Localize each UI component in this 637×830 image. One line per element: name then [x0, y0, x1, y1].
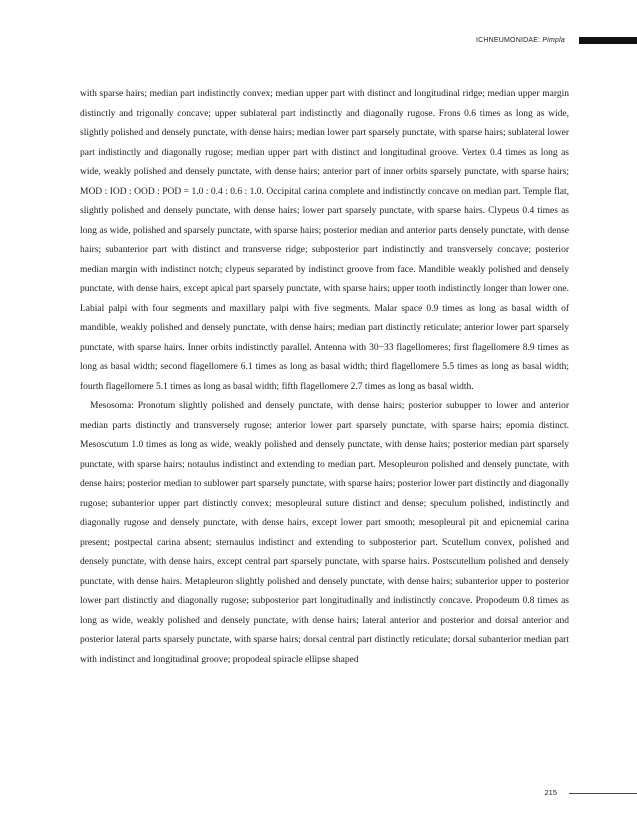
running-head-family: ICHNEUMONIDAE:: [475, 37, 541, 44]
page-footer: [0, 788, 637, 800]
footer-rule: [569, 793, 637, 794]
paragraph-mesosoma: Mesosoma: Pronotum slightly polished and densely punctate, with dense hairs; posterior subupper to lower and anterior median parts distinctly and transversely rugose; anterior lower part sparsely punctate, with sparse hairs; epomia distinct. Mesoscutum 1.0 times as long as wide, weakly polished and densely punctate, with dense hairs; posterior median part sparsely punctate, with sparse hairs; notaulus indistinct and extending to median part. Mesopleuron polished and densely punctate, with dense hairs; posterior median to sublower part sparsely punctate, with sparse hairs; posterior lower part distinctly and diagonally rugose; subanterior upper part distinctly convex; mesopleural suture distinct and dense; speculum polished, indistinctly and diagonally rugose and densely punctate, with dense hairs, except lower part smooth; mesopleural pit and epicnemial carina present; postpectal carina absent; sternaulus indistinct and extending to subposterior part. Scutellum convex, polished and densely punctate, with dense hairs, except central part sparsely punctate, with sparse hairs. Postscutellum polished and densely punctate, with dense hairs. Metapleuron slightly polished and densely punctate, with dense hairs; subanterior upper to posterior lower part distinctly and diagonally rugose; subposterior part longitudinally and indistinctly concave. Propodeum 0.8 times as long as wide, weakly polished and densely punctate, with dense hairs; lateral anterior and posterior and dorsal anterior and posterior lateral parts sparsely punctate, with sparse hairs; dorsal central part distinctly reticulate; dorsal subanterior median part with indistinct and longitudinal groove; propodeal spiracle ellipse shaped: [80, 401, 569, 665]
body-text: [80, 85, 569, 670]
paragraph-head-description: with sparse hairs; median part indistinctly convex; median upper part with distinct and longitudinal ridge; median upper margin distinctly and trigonally concave; upper sublateral part indistinctly and diagonally rugose. Frons 0.6 times as long as wide, slightly polished and densely punctate, with dense hairs; median lower part sparsely punctate, with sparse hairs; sublateral lower part indistinctly and diagonally rugose; median upper part with distinct and longitudinal groove. Vertex 0.4 times as long as wide, weakly polished and densely punctate, with dense hairs; anterior part of inner orbits sparsely punctate, with sparse hairs; MOD : IOD : OOD : POD = 1.0 : 0.4 : 0.6 : 1.0. Occipital carina complete and indistinctly concave on median part. Temple flat, slightly polished and densely punctate, with dense hairs; lower part sparsely punctate, with sparse hairs. Clypeus 0.4 times as long as wide, polished and sparsely punctate, with sparse hairs; posterior median and anterior parts densely punctate, with dense hairs; subanterior part with distinct and transverse ridge; subposterior part indistinctly and transversely concave; posterior median margin with indistinct notch; clypeus separated by indistinct groove from face. Mandible weakly polished and densely punctate, with dense hairs, except apical part sparsely punctate, with sparse hairs; upper tooth indistinctly longer than lower one. Labial palpi with four segments and maxillary palpi with five segments. Malar space 0.9 times as long as basal width of mandible, weakly polished and densely punctate, with dense hairs; median part distinctly reticulate; anterior lower part sparsely punctate, with sparse hairs. Inner orbits indistinctly parallel. Antenna with 30−33 flagellomeres; first flagellomere 8.9 times as long as basal width; second flagellomere 6.1 times as long as basal width; third flagellomere 5.5 times as long as basal width; fourth flagellomere 5.1 times as long as basal width; fifth flagellomere 2.7 times as long as basal width.: [80, 89, 569, 392]
running-head-text: [476, 36, 565, 45]
header-bar: [579, 37, 637, 44]
running-header: [0, 36, 637, 46]
page-number: 215: [544, 788, 557, 797]
running-head-genus: Pimpla: [542, 37, 565, 44]
